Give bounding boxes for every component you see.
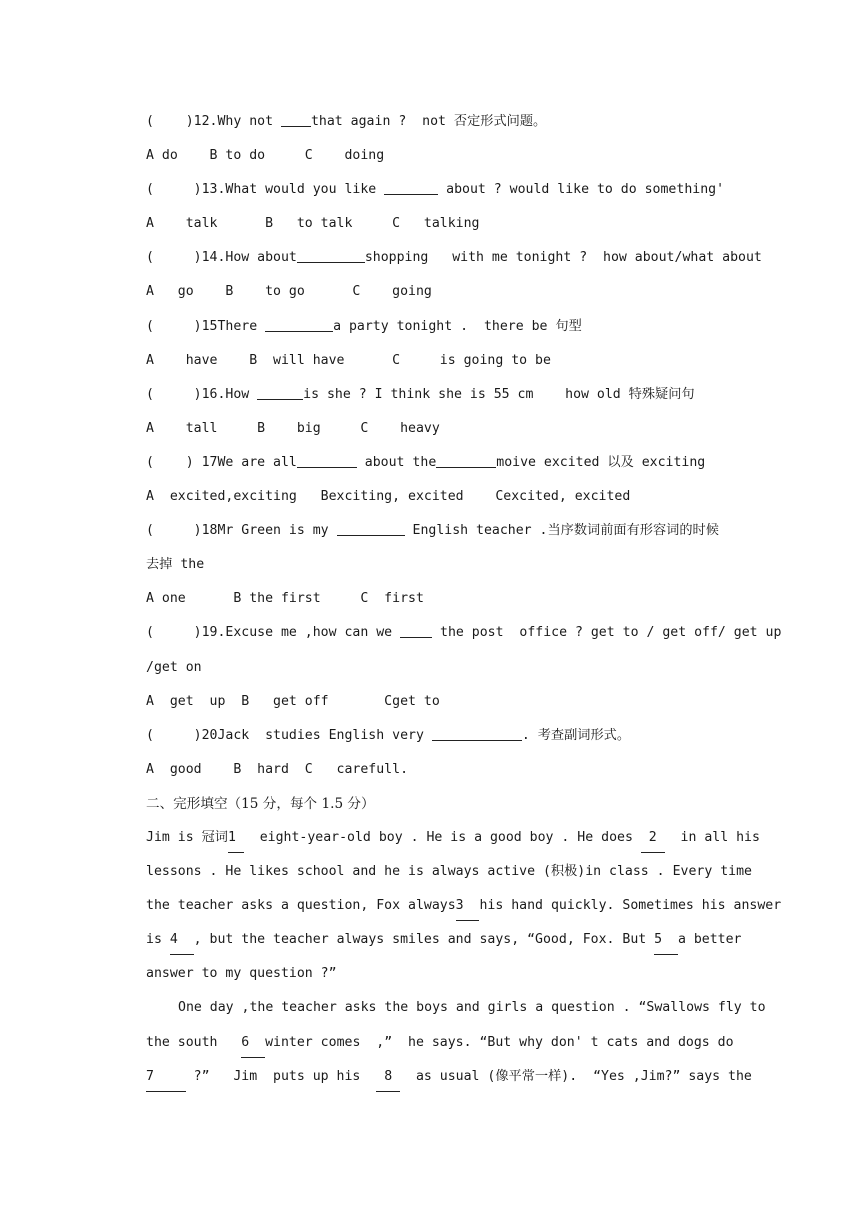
question-text: ( )19.Excuse me ,how can we bbox=[146, 625, 401, 641]
options-20: A good B hard C carefull. bbox=[146, 761, 409, 777]
passage-text: is bbox=[146, 932, 170, 948]
question-19 bbox=[146, 619, 782, 653]
answer-blank[interactable] bbox=[297, 453, 357, 468]
question-text: ( )14.How about bbox=[146, 250, 297, 266]
question-text: moive excited 以及 exciting bbox=[496, 454, 706, 470]
passage-text: One day ,the teacher asks the boys and girls a question . “Swallows fly to bbox=[178, 1000, 766, 1016]
answer-blank[interactable] bbox=[257, 385, 303, 400]
passage-text: the south bbox=[146, 1034, 242, 1050]
question-18-continued: 去掉 the bbox=[146, 557, 205, 573]
passage-text: eight-year-old boy . He is a good boy . He does bbox=[243, 829, 641, 845]
question-20 bbox=[146, 722, 734, 756]
answer-blank[interactable] bbox=[281, 112, 311, 127]
passage-text: in all his bbox=[664, 829, 760, 845]
answer-blank[interactable] bbox=[432, 726, 522, 741]
question-text: ( )13.What would you like bbox=[146, 182, 385, 198]
question-17 bbox=[146, 449, 734, 483]
passage-line bbox=[146, 824, 760, 858]
question-text: the post office ? get to / get off/ get up bbox=[432, 625, 782, 641]
passage-line bbox=[146, 892, 782, 926]
question-text: is she ? I think she is 55 cm how old 特殊疑问句 bbox=[303, 386, 695, 402]
question-text: ( )15There bbox=[146, 318, 266, 334]
options-17: A excited,exciting Bexciting, excited Cexcited, excited bbox=[146, 489, 631, 505]
question-text: ( )12.Why not bbox=[146, 114, 281, 129]
options-13: A talk B to talk C talking bbox=[146, 216, 480, 232]
question-text: English teacher .当序数词前面有形容词的时候 bbox=[404, 523, 719, 539]
question-text: shopping with me tonight ? how about/what about bbox=[364, 250, 762, 266]
passage-text: lessons . He likes school and he is always active (积极)in class . Every time bbox=[146, 864, 752, 880]
cloze-blank-1[interactable]: 1 bbox=[228, 824, 244, 853]
question-text: about the bbox=[356, 454, 437, 470]
passage-text: a better bbox=[677, 932, 742, 948]
question-18 bbox=[146, 517, 734, 551]
cloze-blank-6[interactable]: 6 bbox=[241, 1029, 265, 1058]
passage-text: the teacher asks a question, Fox always bbox=[146, 898, 456, 914]
question-19-continued: /get on bbox=[146, 659, 202, 675]
passage-text: , but the teacher always smiles and says, “Good, Fox. But bbox=[193, 932, 655, 948]
question-text: ( ) 17We are all bbox=[146, 454, 297, 470]
options-18: A one B the first C first bbox=[146, 591, 424, 607]
answer-blank[interactable] bbox=[297, 248, 365, 263]
question-16 bbox=[146, 381, 734, 415]
cloze-blank-7[interactable]: 7 bbox=[146, 1063, 186, 1092]
passage-text: Jim is 冠词 bbox=[146, 829, 228, 845]
question-text: ( )20Jack studies English very bbox=[146, 727, 432, 743]
passage-text: ?” Jim puts up his bbox=[185, 1068, 377, 1084]
passage-text: his hand quickly. Sometimes his answer bbox=[479, 898, 782, 914]
question-text: that again ? not 否定形式问题。 bbox=[310, 114, 547, 129]
question-text: ( )16.How bbox=[146, 386, 258, 402]
answer-blank[interactable] bbox=[384, 180, 438, 195]
passage-line bbox=[146, 858, 752, 892]
question-text: . 考查副词形式。 bbox=[521, 727, 631, 743]
passage-text: as usual (像平常一样). “Yes ,Jim?” says the bbox=[400, 1068, 752, 1084]
passage-line bbox=[146, 994, 766, 1028]
cloze-blank-3[interactable]: 3 bbox=[456, 892, 480, 921]
cloze-blank-2[interactable]: 2 bbox=[641, 824, 665, 853]
passage-line bbox=[146, 926, 742, 960]
section-title: 二、完形填空（15 分，每个 1.5 分） bbox=[146, 795, 375, 812]
answer-blank[interactable] bbox=[400, 623, 432, 638]
answer-blank[interactable] bbox=[436, 453, 496, 468]
answer-blank[interactable] bbox=[265, 317, 333, 332]
question-text: ( )18Mr Green is my bbox=[146, 523, 337, 539]
cloze-blank-5[interactable]: 5 bbox=[654, 926, 678, 955]
question-text: about ? would like to do something' bbox=[438, 182, 725, 198]
passage-text: winter comes ,” he says. “But why don' t cats and dogs do bbox=[265, 1034, 734, 1050]
cloze-blank-8[interactable]: 8 bbox=[376, 1063, 400, 1092]
worksheet-page bbox=[146, 108, 782, 1097]
question-text: a party tonight . there be 句型 bbox=[333, 318, 582, 334]
options-12: A do B to do C doing bbox=[146, 148, 385, 164]
question-15 bbox=[146, 313, 734, 347]
passage-line bbox=[146, 1029, 734, 1063]
cloze-blank-4[interactable]: 4 bbox=[170, 926, 194, 955]
passage-line bbox=[146, 1063, 752, 1097]
answer-blank[interactable] bbox=[337, 521, 405, 536]
question-12 bbox=[146, 108, 734, 142]
passage-text: answer to my question ?” bbox=[146, 966, 337, 982]
passage-line bbox=[146, 960, 734, 994]
question-13 bbox=[146, 176, 734, 210]
options-16: A tall B big C heavy bbox=[146, 420, 440, 436]
options-14: A go B to go C going bbox=[146, 284, 432, 300]
question-14 bbox=[146, 244, 762, 278]
options-15: A have B will have C is going to be bbox=[146, 352, 551, 368]
options-19: A get up B get off Cget to bbox=[146, 693, 440, 709]
